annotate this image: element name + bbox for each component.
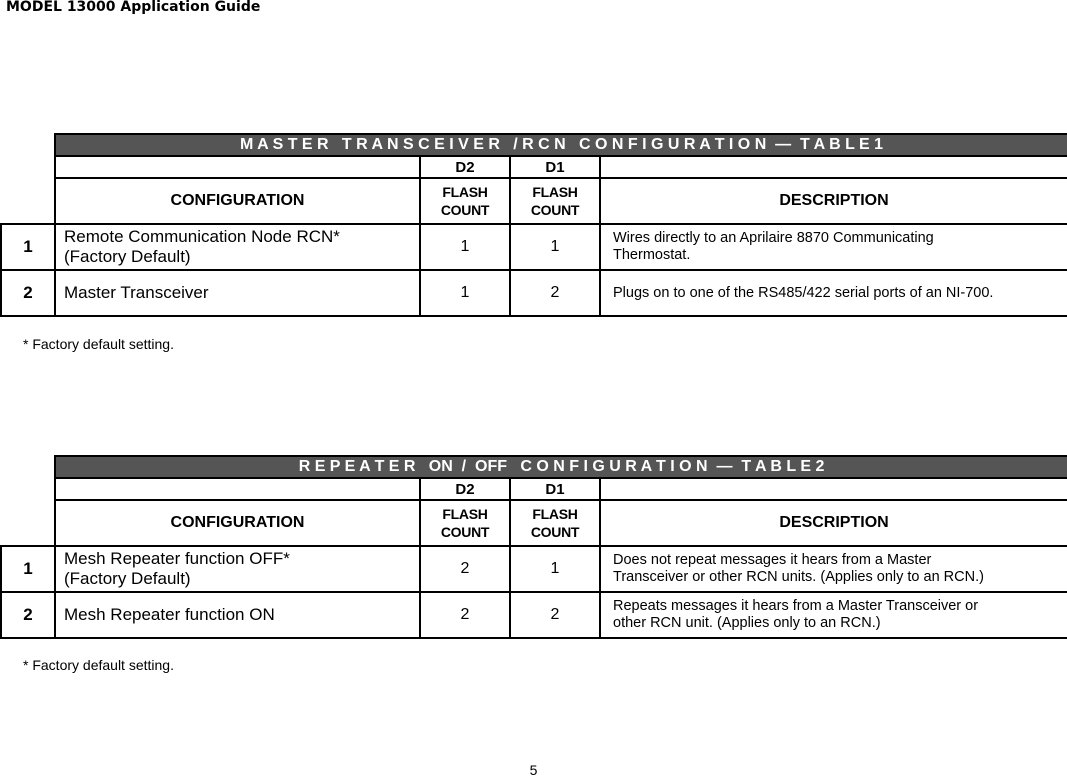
flash-label: FLASH <box>532 506 578 522</box>
count-label: COUNT <box>530 202 580 218</box>
description-line: Plugs on to one of the RS485/422 serial ports of an NI-700. <box>600 270 1067 316</box>
repeater-config-table <box>0 455 1067 639</box>
configuration-note: (Factory Default) <box>64 569 191 588</box>
configuration-name: Master Transceiver <box>55 270 420 316</box>
d1-flash-count-header <box>510 178 600 224</box>
d2-flash-count-value: 2 <box>420 546 510 592</box>
d1-flash-count-header <box>510 500 600 546</box>
table-title: M A S T E R T R A N S C E I V E R / R C N C O N F I G U R A T I O N — T A B L E 1 <box>55 134 1067 156</box>
d1-header: D1 <box>510 478 600 500</box>
d1-flash-count-value: 2 <box>510 592 600 638</box>
table-row <box>1 592 1067 638</box>
configuration-name: Mesh Repeater function OFF* <box>64 549 290 568</box>
description-column-header: DESCRIPTION <box>600 500 1067 546</box>
d1-flash-count-value: 2 <box>510 270 600 316</box>
table-row <box>1 270 1067 316</box>
configuration-cell <box>55 224 420 270</box>
description-cell <box>600 592 1067 638</box>
description-line: Wires directly to an Aprilaire 8870 Communicating <box>613 230 934 246</box>
table-title: R E P E A T E R ON / OFF C O N F I G U R A T I O N — T A B L E 2 <box>55 456 1067 478</box>
description-cell <box>600 546 1067 592</box>
table-row <box>1 546 1067 592</box>
count-label: COUNT <box>440 524 490 540</box>
d2-header: D2 <box>420 478 510 500</box>
flash-label: FLASH <box>442 184 488 200</box>
count-label: COUNT <box>530 524 580 540</box>
description-cell <box>600 224 1067 270</box>
d1-header: D1 <box>510 156 600 178</box>
description-line: other RCN unit. (Applies only to an RCN.) <box>613 615 881 631</box>
row-number: 1 <box>1 546 55 592</box>
description-line: Transceiver or other RCN units. (Applies only to an RCN.) <box>613 569 984 585</box>
table-row <box>1 224 1067 270</box>
d2-flash-count-header <box>420 500 510 546</box>
configuration-name: Remote Communication Node RCN* <box>64 227 340 246</box>
d2-header: D2 <box>420 156 510 178</box>
d1-flash-count-value: 1 <box>510 546 600 592</box>
d2-flash-count-header <box>420 178 510 224</box>
description-column-header: DESCRIPTION <box>600 178 1067 224</box>
row-number: 2 <box>1 270 55 316</box>
configuration-column-header: CONFIGURATION <box>55 500 420 546</box>
d2-flash-count-value: 1 <box>420 224 510 270</box>
master-transceiver-config-table <box>0 133 1067 317</box>
table-footnote: * Factory default setting. <box>23 657 174 673</box>
flash-label: FLASH <box>442 506 488 522</box>
description-line: Does not repeat messages it hears from a Master <box>613 552 932 568</box>
configuration-column-header: CONFIGURATION <box>55 178 420 224</box>
d2-flash-count-value: 1 <box>420 270 510 316</box>
description-line: Repeats messages it hears from a Master Transceiver or <box>613 598 979 614</box>
row-number: 1 <box>1 224 55 270</box>
configuration-cell <box>55 546 420 592</box>
description-line: Thermostat. <box>613 247 691 263</box>
d2-flash-count-value: 2 <box>420 592 510 638</box>
row-number: 2 <box>1 592 55 638</box>
page-header-title: MODEL 13000 Application Guide <box>6 0 261 15</box>
d1-flash-count-value: 1 <box>510 224 600 270</box>
table-footnote: * Factory default setting. <box>23 336 174 352</box>
configuration-name: Mesh Repeater function ON <box>55 592 420 638</box>
configuration-note: (Factory Default) <box>64 247 191 266</box>
flash-label: FLASH <box>532 184 578 200</box>
count-label: COUNT <box>440 202 490 218</box>
page-number: 5 <box>529 762 538 778</box>
